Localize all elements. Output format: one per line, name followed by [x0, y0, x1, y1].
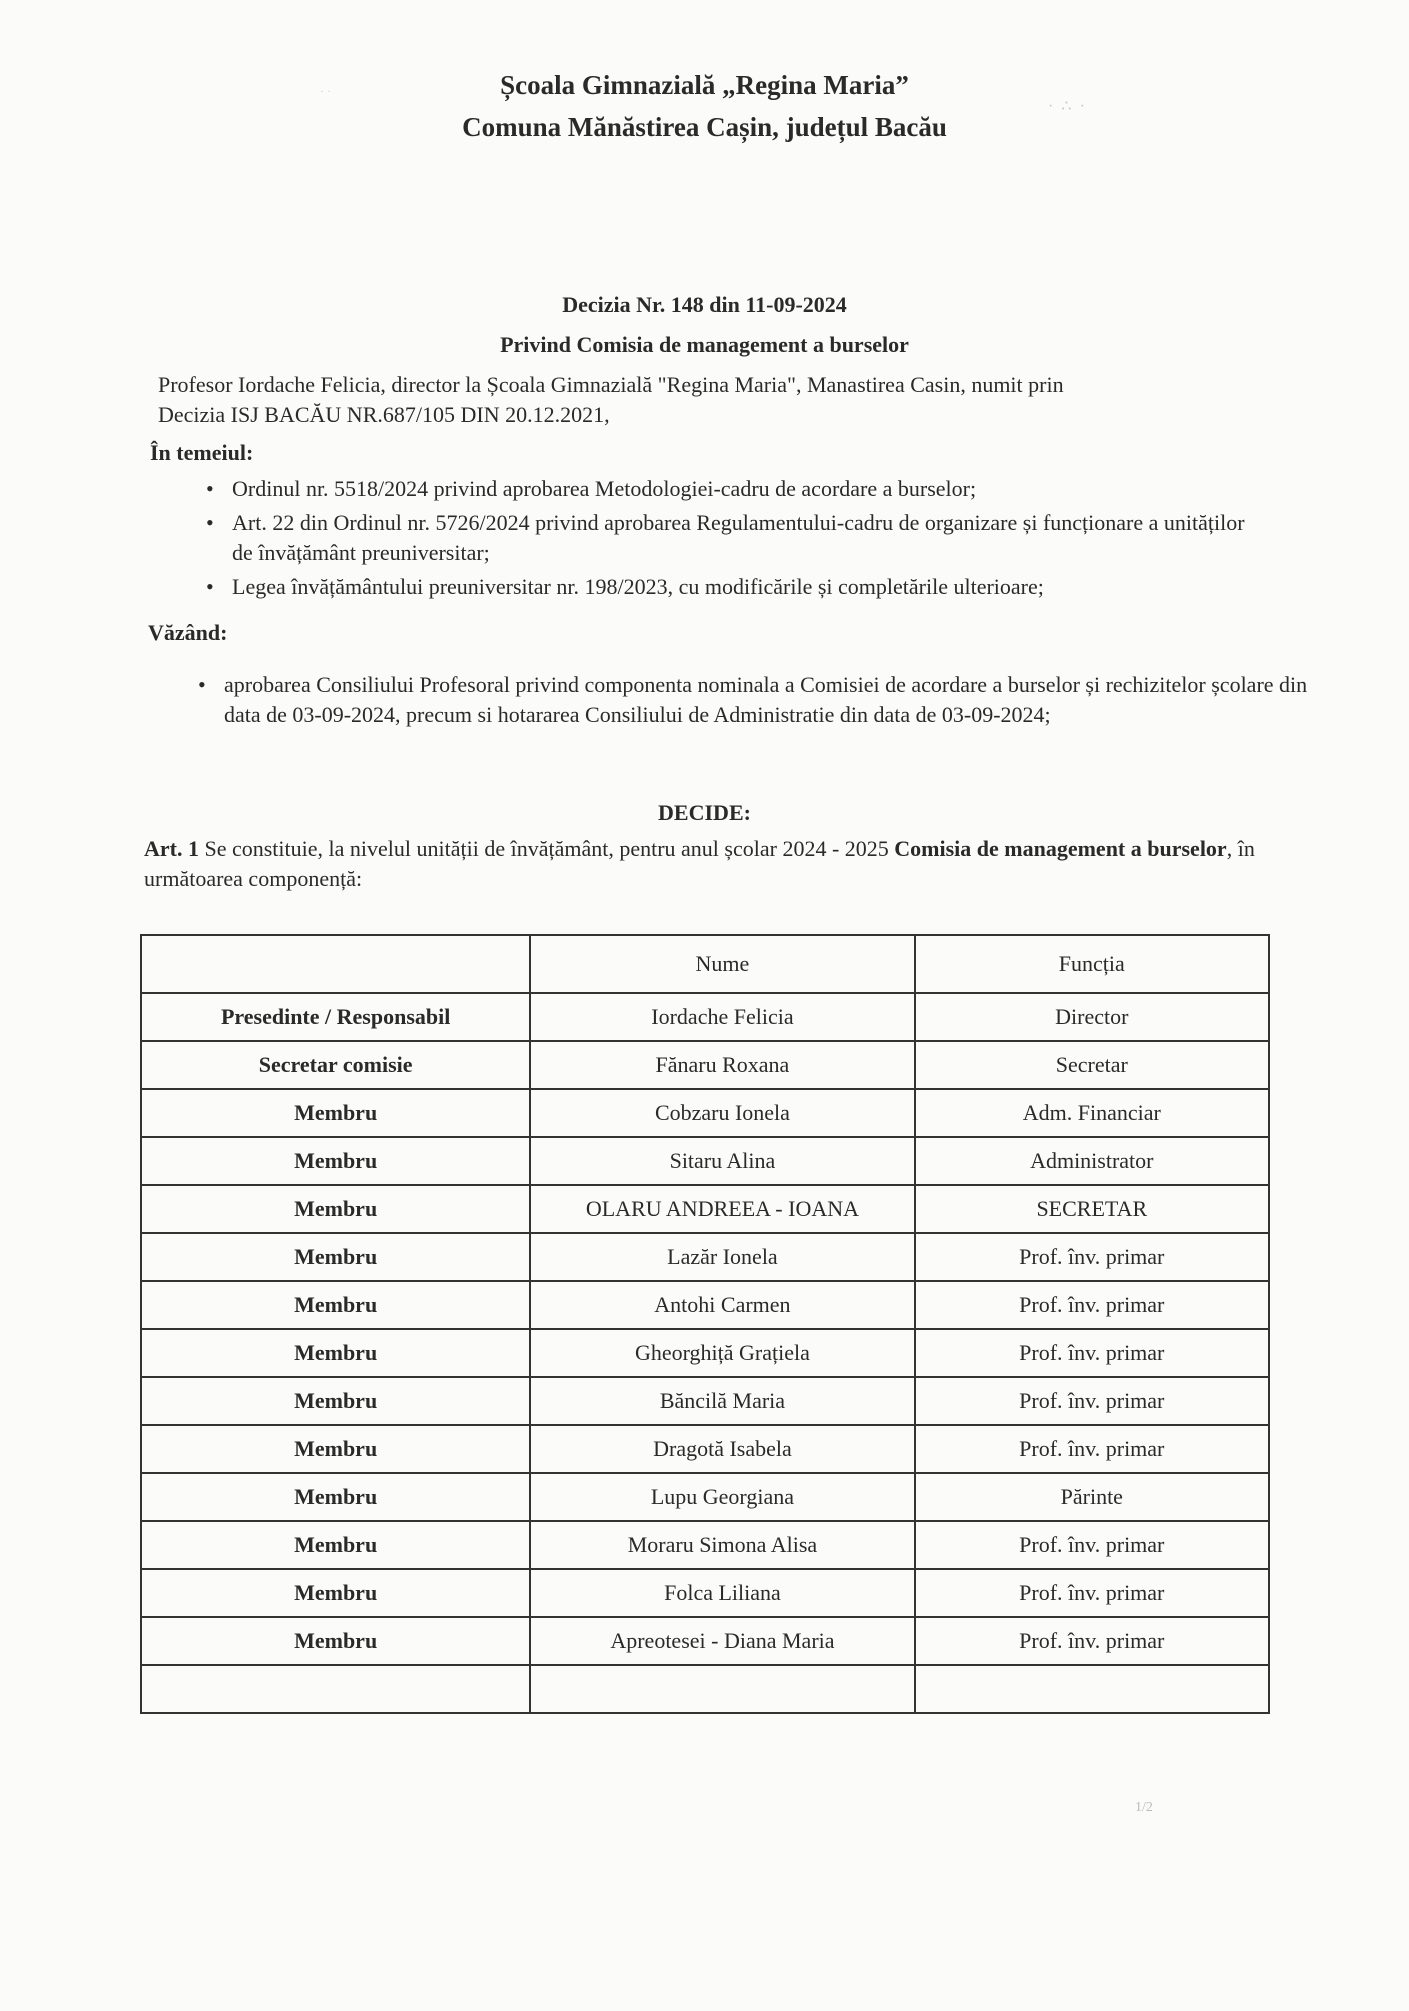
article-1-suffix: , în următoarea componență: — [144, 836, 1255, 891]
member-role: Secretar comisie — [141, 1041, 530, 1089]
article-1 — [144, 834, 1274, 894]
member-role: Membru — [141, 1617, 530, 1665]
table-row — [141, 993, 1269, 1041]
member-name: Băncilă Maria — [530, 1377, 914, 1425]
member-name: Cobzaru Ionela — [530, 1089, 914, 1137]
table-row — [141, 1377, 1269, 1425]
member-name: Iordache Felicia — [530, 993, 914, 1041]
decide-heading: DECIDE: — [658, 800, 751, 825]
table-row — [141, 1665, 1269, 1713]
member-name: Folca Liliana — [530, 1569, 914, 1617]
member-role: Membru — [141, 1089, 530, 1137]
vazand-item: • aprobarea Consiliului Profesoral privind componenta nominala a Comisiei de acordare a burselor și rechizitelor școlare din data de 03-09-2024, precum si hotararea Consiliului de Administratie din data de 03-09-2024; — [198, 670, 1308, 730]
member-role — [141, 1665, 530, 1713]
member-function: Prof. înv. primar — [915, 1329, 1269, 1377]
member-name: Dragotă Isabela — [530, 1425, 914, 1473]
member-function: Adm. Financiar — [915, 1089, 1269, 1137]
commission-table — [140, 934, 1270, 1714]
temeiul-item: • Art. 22 din Ordinul nr. 5726/2024 privind aprobarea Regulamentului-cadru de organizare și funcționare a unităților de învățământ preuniversitar; — [206, 508, 1266, 568]
vazand-heading: Văzând: — [148, 620, 228, 645]
page-number: 1/2 — [1135, 1800, 1153, 1815]
member-function: Secretar — [915, 1041, 1269, 1089]
article-1-prefix: Art. 1 — [144, 836, 199, 861]
faint-stamp-mark: · ∴ · — [1048, 98, 1087, 115]
table-row — [141, 1617, 1269, 1665]
member-function: SECRETAR — [915, 1185, 1269, 1233]
member-name: Fănaru Roxana — [530, 1041, 914, 1089]
member-role: Membru — [141, 1137, 530, 1185]
table-row — [141, 1185, 1269, 1233]
table-row — [141, 1425, 1269, 1473]
member-name: OLARU ANDREEA - IOANA — [530, 1185, 914, 1233]
temeiul-item: • Ordinul nr. 5518/2024 privind aprobarea Metodologiei-cadru de acordare a burselor; — [206, 474, 1266, 504]
member-name: Gheorghiță Grațiela — [530, 1329, 914, 1377]
temeiul-item: • Legea învățământului preuniversitar nr. 198/2023, cu modificările și completările ulterioare; — [206, 572, 1266, 602]
member-role: Membru — [141, 1473, 530, 1521]
member-function: Prof. înv. primar — [915, 1569, 1269, 1617]
table-header — [141, 935, 530, 993]
table-row — [141, 1473, 1269, 1521]
member-role: Presedinte / Responsabil — [141, 993, 530, 1041]
temeiul-list — [206, 474, 1266, 606]
member-function: Părinte — [915, 1473, 1269, 1521]
member-role: Membru — [141, 1185, 530, 1233]
table-row — [141, 1569, 1269, 1617]
table-row — [141, 1233, 1269, 1281]
table-row — [141, 1521, 1269, 1569]
member-function: Prof. înv. primar — [915, 1281, 1269, 1329]
member-role: Membru — [141, 1425, 530, 1473]
table-row — [141, 1281, 1269, 1329]
member-function: Prof. înv. primar — [915, 1425, 1269, 1473]
table-row — [141, 1041, 1269, 1089]
table-row — [141, 1089, 1269, 1137]
table-row — [141, 1137, 1269, 1185]
article-1-text: Se constituie, la nivelul unității de învățământ, pentru anul școlar 2024 - 2025 — [198, 836, 895, 861]
member-function: Prof. înv. primar — [915, 1233, 1269, 1281]
table-header: Funcția — [915, 935, 1269, 993]
member-function: Prof. înv. primar — [915, 1617, 1269, 1665]
member-role: Membru — [141, 1233, 530, 1281]
member-role: Membru — [141, 1521, 530, 1569]
article-1-commission: Comisia de management a burselor — [894, 836, 1227, 861]
member-name: Antohi Carmen — [530, 1281, 914, 1329]
member-name: Apreotesei - Diana Maria — [530, 1617, 914, 1665]
scan-speck: · · — [320, 84, 331, 98]
intro-line-1: Profesor Iordache Felicia, director la Școala Gimnazială "Regina Maria", Manastirea Casin, numit prin — [158, 372, 1064, 397]
member-name: Moraru Simona Alisa — [530, 1521, 914, 1569]
member-role: Membru — [141, 1281, 530, 1329]
temeiul-heading: În temeiul: — [150, 440, 254, 465]
member-role: Membru — [141, 1569, 530, 1617]
member-function: Administrator — [915, 1137, 1269, 1185]
decision-subject: Privind Comisia de management a burselor — [500, 332, 909, 357]
member-function — [915, 1665, 1269, 1713]
member-name: Lazăr Ionela — [530, 1233, 914, 1281]
table-header-row — [141, 935, 1269, 993]
member-name — [530, 1665, 914, 1713]
commune-name: Comuna Mănăstirea Cașin, județul Bacău — [462, 112, 947, 142]
member-function: Prof. înv. primar — [915, 1377, 1269, 1425]
vazand-list — [198, 670, 1308, 734]
member-function: Prof. înv. primar — [915, 1521, 1269, 1569]
member-name: Lupu Georgiana — [530, 1473, 914, 1521]
intro-line-2: Decizia ISJ BACĂU NR.687/105 DIN 20.12.2021, — [158, 402, 610, 427]
table-header: Nume — [530, 935, 914, 993]
member-role: Membru — [141, 1377, 530, 1425]
table-row — [141, 1329, 1269, 1377]
member-role: Membru — [141, 1329, 530, 1377]
decision-number: Decizia Nr. 148 din 11-09-2024 — [562, 292, 847, 317]
school-name: Școala Gimnazială „Regina Maria” — [500, 70, 909, 100]
member-name: Sitaru Alina — [530, 1137, 914, 1185]
member-function: Director — [915, 993, 1269, 1041]
